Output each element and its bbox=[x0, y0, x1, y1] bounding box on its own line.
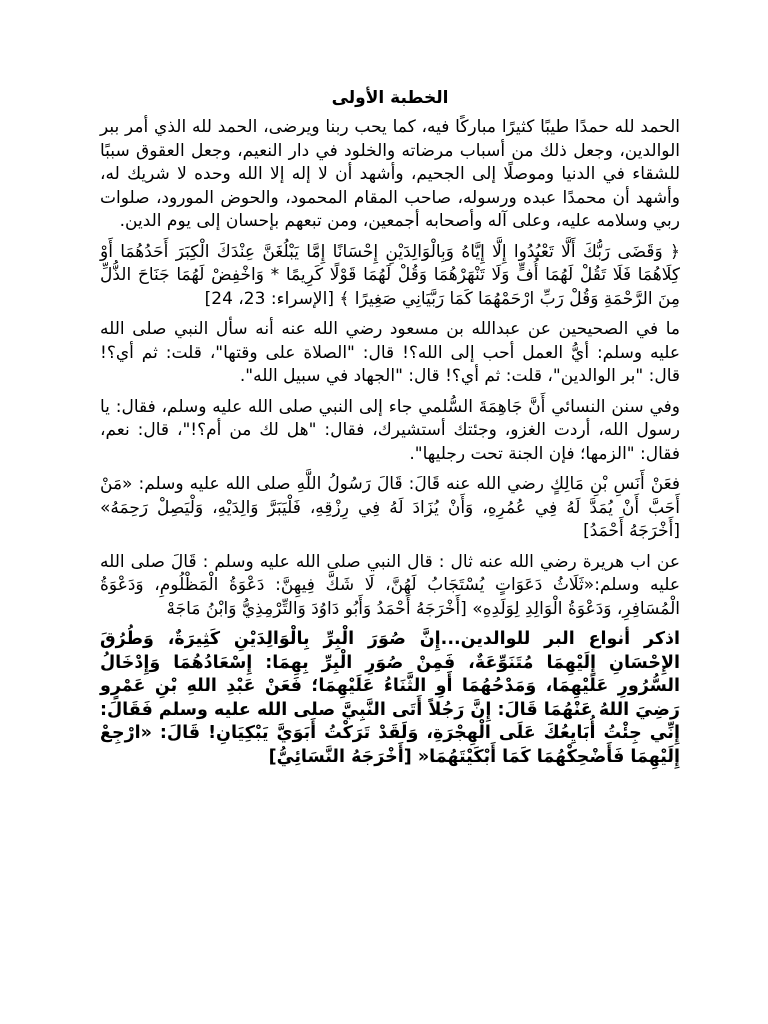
document-page bbox=[100, 86, 680, 776]
document-title: الخطبة الأولى bbox=[331, 88, 449, 108]
hadith-paragraph-ibn-masood: ما في الصحيحين عن عبدالله بن مسعود رضي الله عنه أنه سأل النبي صلى الله عليه وسلم: أيُّ العمل أحب إلى الله؟! قال: "الصلاة على وقتها"، قلت: ثم أي؟! قال: "بر الوالدين"، قلت: ثم أي؟! قال: "الجهاد في سبيل الله". bbox=[100, 319, 680, 386]
hadith-paragraph-nasai: وفي سنن النسائي أَنَّ جَاهِمَةَ السُّلمي جاء إلى النبي صلى الله عليه وسلم، فقال: يا رسول الله، أردت الغزو، وجئتك أستشيرك، فقال: "هل لك من أم؟!"، قال: نعم، فقال: "الزمها؛ فإن الجنة تحت رجليها". bbox=[100, 396, 680, 464]
birr-types-paragraph: اذكر أنواع البر للوالدين...إِنَّ صُوَرَ الْبِرِّ بِالْوَالِدَيْنِ كَثِيرَةٌ، وَطُرُقَ الإِحْسَانِ إِلَيْهِمَا مُتَنَوِّعَةٌ، فَمِنْ صُوَرِ الْبِرِّ بِهِمَا: إِسْعَادُهُمَا وَإِدْخَالُ السُّرُورِ عَلَيْهِمَا، وَمَدْحُهُمَا أَوِ الثَّنَاءُ عَلَيْهِمَا؛ فَعَنْ عَبْدِ اللهِ بْنِ عَمْرٍو رَضِيَ اللهُ عَنْهُمَا قَالَ: إِنَّ رَجُلاً أَتَى النَّبِيَّ صلى الله عليه وسلم فَقَالَ: إِنِّي جِئْتُ أُبَايِعُكَ عَلَى الْهِجْرَةِ، وَلَقَدْ تَرَكْتُ أَبَوَيَّ يَبْكِيَانِ! قَالَ: «ارْجِعْ إِلَيْهِمَا فَأَضْحِكْهُمَا كَمَا أَبْكَيْتَهُمَا« [أَخْرَجَهُ النَّسَائِيُّ] bbox=[100, 629, 680, 767]
hadith-paragraph-abu-hurairah: عن اب هريرة رضي الله عنه ثال : قال النبي صلى الله عليه وسلم : قَالَ صلى الله عليه وسلم:«ثَلَاثُ دَعَوَاتٍ يُسْتَجَابُ لَهُنَّ، لَا شَكَّ فِيهِنَّ: دَعْوَةُ الْمَظْلُومِ، وَدَعْوَةُ الْمُسَافِرِ، وَدَعْوَةُ الْوَالِدِ لِوَلَدِهِ» [أَخْرَجَهُ أَحْمَدُ وَأَبُو دَاوُدَ وَالتِّرْمِذِيُّ وَابْنُ مَاجَهْ bbox=[100, 551, 680, 619]
intro-paragraph: الحمد لله حمدًا طيبًا كثيرًا مباركًا فيه، كما يحب ربنا ويرضى، الحمد لله الذي أمر ببر الوالدين، وجعل ذلك من أسباب مرضاته والخلود في دار النعيم، وجعل العقوق سببًا للشقاء في الدنيا وموصلًا إلى الجحيم، وأشهد أن لا إله إلا الله وحده لا شريك له، وأشهد أن محمدًا عبده ورسوله، صاحب المقام المحمود، والحوض المورود، صلوات ربي وسلامه عليه، وعلى آله وأصحابه أجمعين، ومن تبعهم بإحسان إلى يوم الدين. bbox=[100, 117, 680, 231]
quran-verse-paragraph: ﴿ وَقَضَى رَبُّكَ أَلَّا تَعْبُدُوا إِلَّا إِيَّاهُ وَبِالْوَالِدَيْنِ إِحْسَانًا إِمَّا يَبْلُغَنَّ عِنْدَكَ الْكِبَرَ أَحَدُهُمَا أَوْ كِلَاهُمَا فَلَا تَقُلْ لَهُمَا أُفٍّ وَلَا تَنْهَرْهُمَا وَقُلْ لَهُمَا قَوْلًا كَرِيمًا * وَاخْفِضْ لَهُمَا جَنَاحَ الذُّلِّ مِنَ الرَّحْمَةِ وَقُلْ رَبِّ ارْحَمْهُمَا كَمَا رَبَّيَانِي صَغِيرًا ﴾ [الإسراء: 23، 24] bbox=[100, 241, 680, 309]
hadith-paragraph-anas: فعَنْ أَنَسِ بْنِ مَالِكٍ رضي الله عنه قَالَ: قَالَ رَسُولُ اللَّهِ صلى الله عليه وسلم: «مَنْ أَحَبَّ أَنْ يُمَدَّ لَهُ فِي عُمُرِهِ، وَأَنْ يُزَادَ لَهُ فِي رِزْقِهِ، فَلْيَبَرَّ وَالِدَيْهِ، وَلْيَصِلْ رَحِمَهُ» [أَخْرَجَهُ أَحْمَدُ] bbox=[100, 474, 680, 541]
